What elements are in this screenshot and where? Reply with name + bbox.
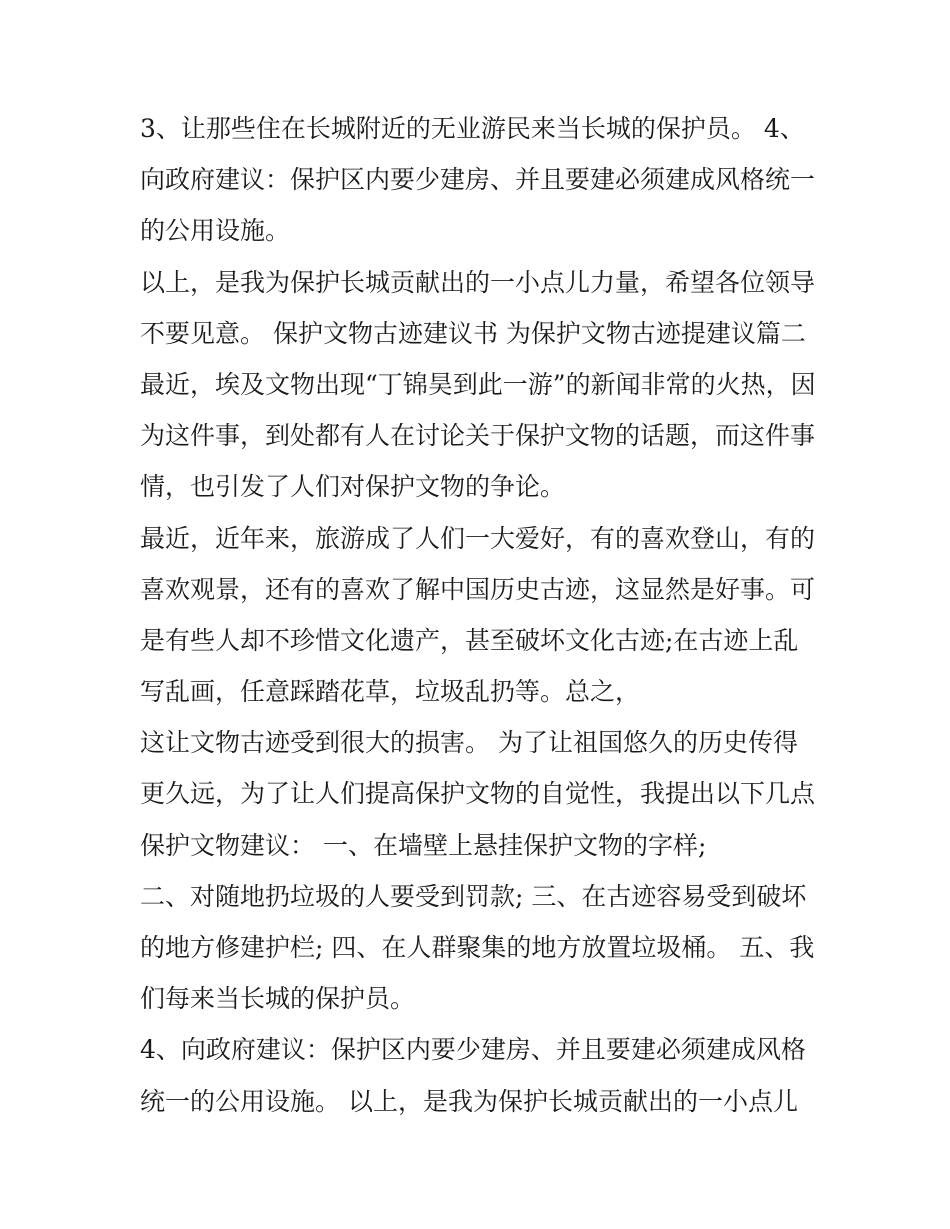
text-line: 4、向政府建议：保护区内要少建房、并且要建必须建成风格 [140,1035,806,1065]
text-line: 喜欢观景，还有的喜欢了解中国历史古迹，这显然是好事。可 [140,574,816,604]
text-line: 向政府建议：保护区内要少建房、并且要建必须建成风格统一 [140,165,816,195]
text-line: 的公用设施。 [140,216,291,246]
text-line: 们每来当长城的保护员。 [140,984,416,1014]
text-line: 不要见意。 保护文物古迹建议书 为保护文物古迹提建议篇二 [140,318,806,348]
text-line: 最近，埃及文物出现“丁锦昊到此一游”的新闻非常的火热，因 [140,369,816,399]
text-line: 更久远，为了让人们提高保护文物的自觉性，我提出以下几点 [140,779,816,809]
text-line: 以上，是我为保护长城贡献出的一小点儿力量，希望各位领导 [140,267,816,297]
document-body [140,103,830,1127]
text-line: 3、让那些住在长城附近的无业游民来当长城的保护员。 4、 [140,114,805,143]
text-line: 是有些人却不珍惜文化遗产，甚至破坏文化古迹;在古迹上乱 [140,625,799,655]
text-line: 统一的公用设施。 以上，是我为保护长城贡献出的一小点儿 [140,1086,798,1116]
text-line: 的地方修建护栏; 四、在人群聚集的地方放置垃圾桶。 五、我 [140,933,815,962]
text-line: 为这件事，到处都有人在讨论关于保护文物的话题，而这件事 [140,421,816,451]
text-line: 这让文物古迹受到很大的损害。 为了让祖国悠久的历史传得 [140,728,798,758]
text-line: 写乱画，任意踩踏花草，垃圾乱扔等。总之， [140,677,641,707]
text-line: 保护文物建议： 一、在墙壁上悬挂保护文物的字样; [140,830,707,860]
text-line: 二、对随地扔垃圾的人要受到罚款; 三、在古迹容易受到破坏 [140,881,807,911]
text-line: 最近，近年来，旅游成了人们一大爱好，有的喜欢登山，有的 [140,523,816,553]
text-line: 情，也引发了人们对保护文物的争论。 [140,472,566,502]
